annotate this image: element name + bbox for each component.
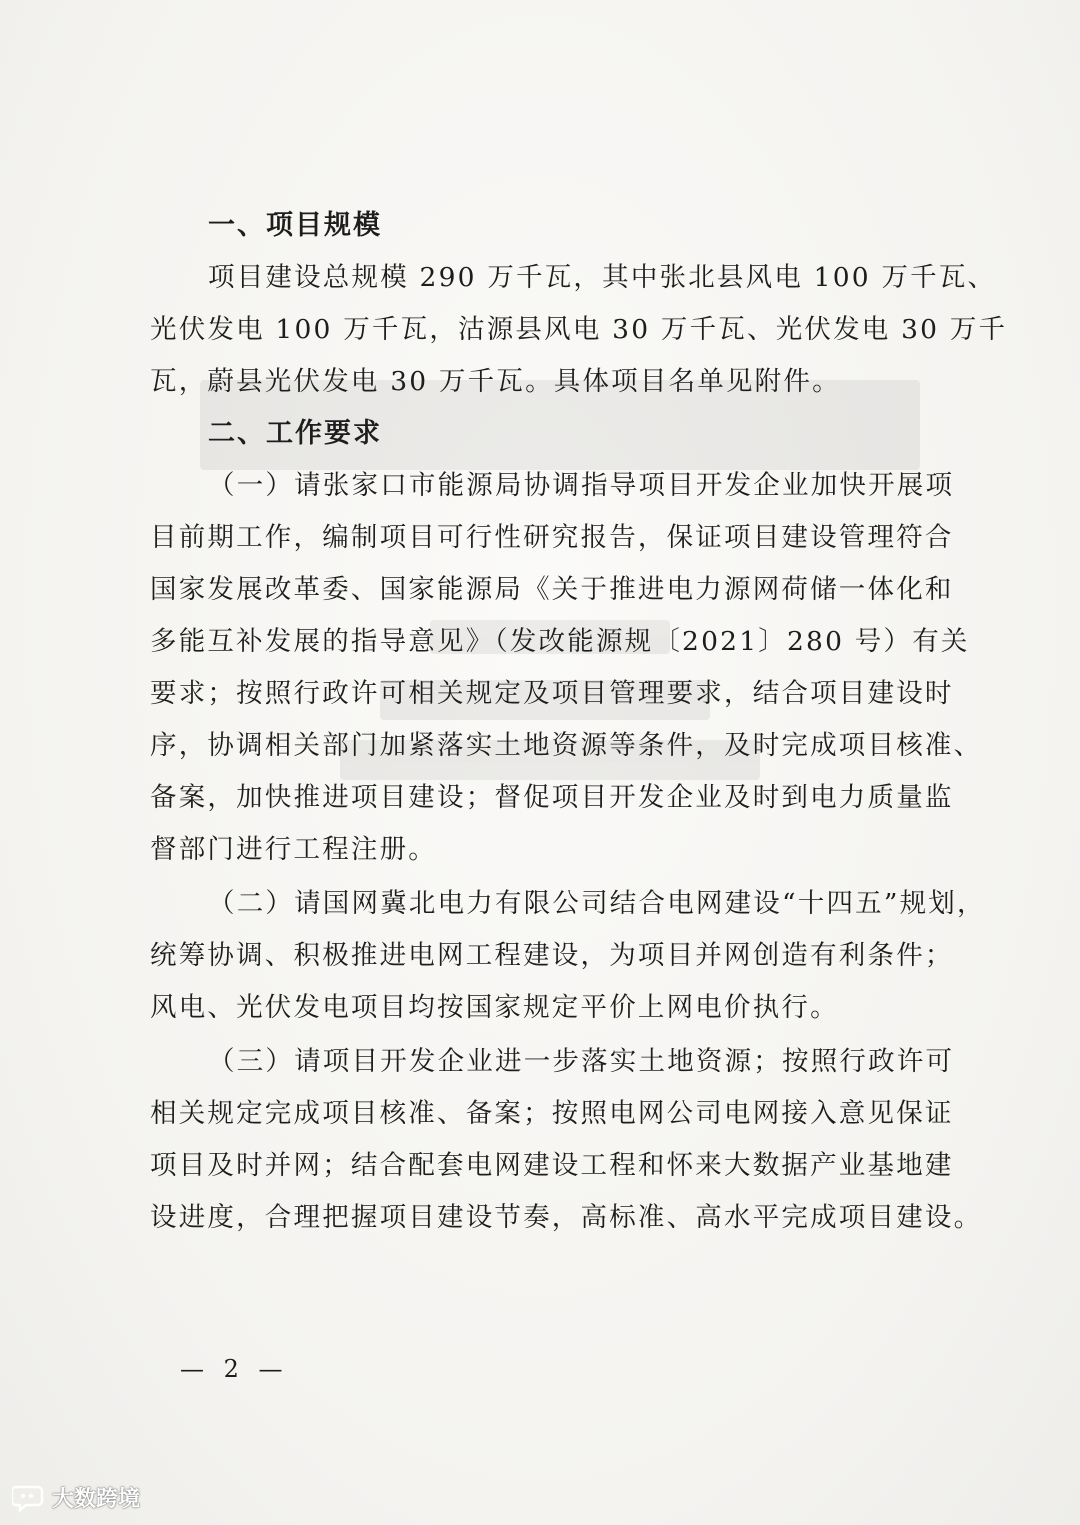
text-line: 督部门进行工程注册。 [150, 834, 437, 865]
section-heading-scale: 一、项目规模 [208, 210, 382, 241]
text-line: 序，协调相关部门加紧落实土地资源等条件，及时完成项目核准、 [150, 730, 983, 761]
text-line: 光伏发电 100 万千瓦，沽源县风电 30 万千瓦、光伏发电 30 万千 [150, 314, 1008, 345]
text-line: 目前期工作，编制项目可行性研究报告，保证项目建设管理符合 [150, 522, 954, 553]
text-line: 相关规定完成项目核准、备案；按照电网公司电网接入意见保证 [150, 1098, 954, 1129]
text-line: 瓦，蔚县光伏发电 30 万千瓦。具体项目名单见附件。 [150, 366, 841, 397]
text-line: 设进度，合理把握项目建设节奏，高标准、高水平完成项目建设。 [150, 1202, 983, 1233]
text-line: 要求；按照行政许可相关规定及项目管理要求，结合项目建设时 [150, 678, 954, 709]
paragraph-requirement-1 [150, 460, 983, 876]
section-heading-requirements: 二、工作要求 [208, 418, 382, 449]
text-line: （一）请张家口市能源局协调指导项目开发企业加快开展项 [208, 470, 955, 501]
text-line: 备案，加快推进项目建设；督促项目开发企业及时到电力质量监 [150, 782, 954, 813]
page-number: — 2 — [180, 1355, 289, 1383]
text-line: 项目建设总规模 290 万千瓦，其中张北县风电 100 万千瓦、 [208, 262, 997, 293]
paragraph-requirement-3 [150, 1036, 983, 1244]
watermark-text: 大数跨境 [52, 1487, 141, 1512]
watermark [12, 1482, 140, 1513]
text-line: （三）请项目开发企业进一步落实土地资源；按照行政许可 [208, 1046, 955, 1077]
paragraph-requirement-2 [150, 878, 986, 1034]
text-line: 风电、光伏发电项目均按国家规定平价上网电价执行。 [150, 992, 839, 1023]
text-line: 项目及时并网；结合配套电网建设工程和怀来大数据产业基地建 [150, 1150, 954, 1181]
speech-bubble-logo-icon [12, 1484, 46, 1512]
text-line: 国家发展改革委、国家能源局《关于推进电力源网荷储一体化和 [150, 574, 954, 605]
text-line: （二）请国网冀北电力有限公司结合电网建设“十四五”规划， [208, 888, 986, 919]
paragraph-scale [150, 252, 1008, 408]
text-line: 多能互补发展的指导意见》（发改能源规〔2021〕280 号）有关 [150, 626, 970, 657]
text-line: 统筹协调、积极推进电网工程建设，为项目并网创造有利条件； [150, 940, 954, 971]
document-body [150, 200, 1008, 1244]
